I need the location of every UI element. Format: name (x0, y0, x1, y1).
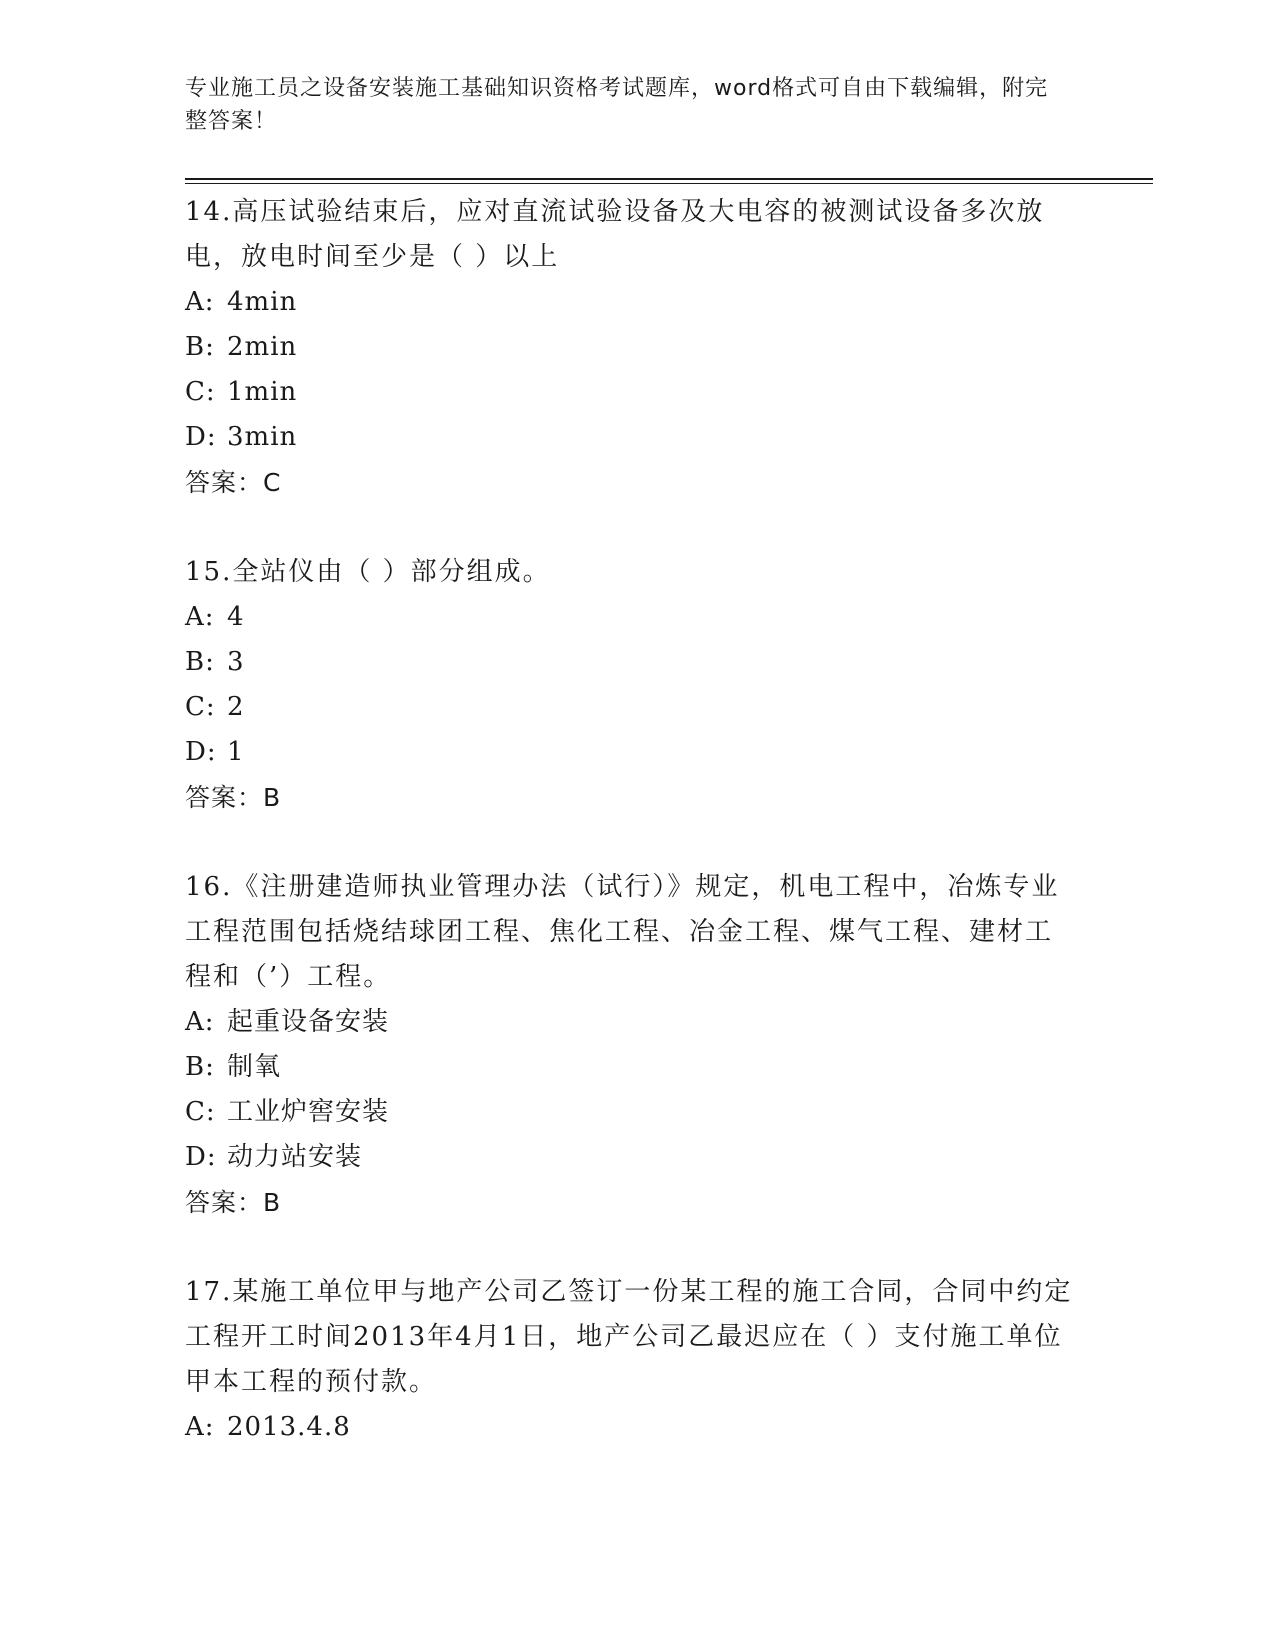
question-14 (185, 190, 1085, 550)
question-16 (185, 865, 1085, 1270)
document-header: 专业施工员之设备安装施工基础知识资格考试题库，word格式可自由下载编辑，附完整答案！ (185, 76, 1049, 134)
option-value: 4 (227, 602, 245, 632)
question-spacer (185, 505, 1085, 550)
option-c (185, 370, 1085, 415)
option-value: 2min (227, 332, 298, 362)
option-value: 1 (227, 737, 245, 767)
question-15 (185, 550, 1085, 865)
question-list (185, 190, 1085, 1450)
option-value: 起重设备安装 (227, 1007, 390, 1037)
option-key: A: (185, 602, 215, 632)
option-a (185, 1000, 1085, 1045)
option-key: A: (185, 1007, 215, 1037)
question-text: 14.高压试验结束后，应对直流试验设备及大电容的被测试设备多次放电，放电时间至少是（ ）以上 (185, 197, 1045, 272)
question-17 (185, 1270, 1085, 1450)
answer-line: 答案：C (185, 468, 282, 497)
option-value: 动力站安装 (227, 1142, 363, 1172)
option-key: D: (185, 1142, 217, 1172)
option-key: C: (185, 692, 216, 722)
option-a (185, 595, 1085, 640)
option-key: D: (185, 737, 217, 767)
question-spacer (185, 1225, 1085, 1270)
option-key: A: (185, 287, 215, 317)
answer-line: 答案：B (185, 783, 282, 812)
option-a (185, 1405, 1085, 1450)
option-key: C: (185, 377, 216, 407)
option-key: D: (185, 422, 217, 452)
option-a (185, 280, 1085, 325)
option-b (185, 640, 1085, 685)
option-value: 1min (227, 377, 298, 407)
question-text: 15.全站仪由（ ）部分组成。 (185, 557, 551, 587)
option-value: 3 (227, 647, 245, 677)
answer-line: 答案：B (185, 1188, 282, 1217)
option-value: 工业炉窖安装 (227, 1097, 390, 1127)
option-value: 4min (227, 287, 298, 317)
option-d (185, 415, 1085, 460)
option-key: B: (185, 647, 215, 677)
option-c (185, 685, 1085, 730)
option-key: C: (185, 1097, 216, 1127)
option-value: 2 (227, 692, 245, 722)
option-key: B: (185, 332, 215, 362)
option-b (185, 1045, 1085, 1090)
option-d (185, 1135, 1085, 1180)
option-value: 制氧 (227, 1052, 282, 1082)
header-divider-thick (185, 178, 1153, 180)
question-spacer (185, 820, 1085, 865)
question-text: 16.《注册建造师执业管理办法（试行）》规定，机电工程中，冶炼专业工程范围包括烧结球团工程、焦化工程、冶金工程、煤气工程、建材工程和（’）工程。 (185, 872, 1060, 992)
question-text: 17.某施工单位甲与地产公司乙签订一份某工程的施工合同，合同中约定工程开工时间2013年4月1日，地产公司乙最迟应在（ ）支付施工单位甲本工程的预付款。 (185, 1277, 1073, 1397)
option-b (185, 325, 1085, 370)
option-key: A: (185, 1412, 215, 1442)
option-key: B: (185, 1052, 215, 1082)
option-c (185, 1090, 1085, 1135)
option-value: 2013.4.8 (227, 1412, 351, 1442)
option-d (185, 730, 1085, 775)
header-divider-thin (185, 183, 1153, 184)
option-value: 3min (227, 422, 298, 452)
